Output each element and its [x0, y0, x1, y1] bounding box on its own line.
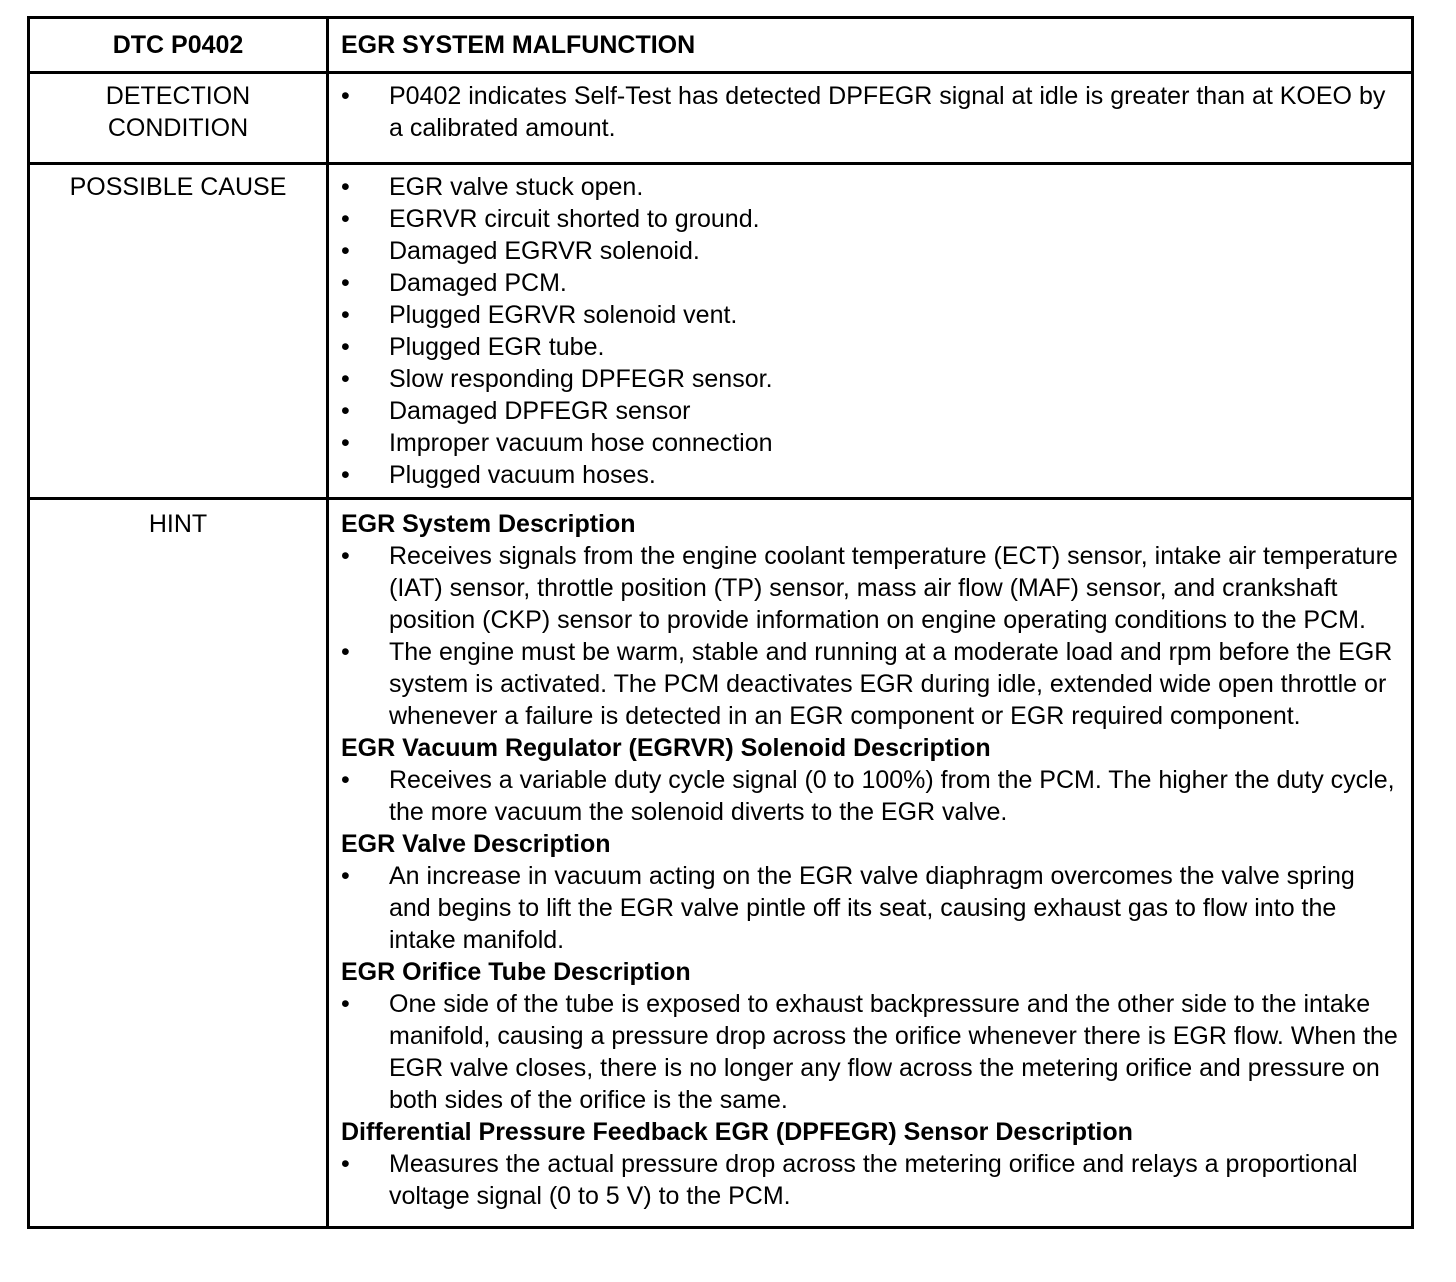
list-item — [341, 764, 1401, 828]
list-item — [341, 299, 1401, 331]
hint-content — [328, 499, 1413, 1228]
list-item — [341, 1148, 1401, 1212]
list-item — [341, 427, 1401, 459]
hint-section-title: EGR System Description — [341, 510, 636, 538]
hint-section-list — [341, 860, 1401, 956]
detection-content — [328, 73, 1413, 164]
hint-row — [29, 499, 1413, 1228]
detection-label — [29, 73, 328, 164]
hint-label: HINT — [29, 499, 328, 1228]
list-item-text: Damaged PCM. — [389, 269, 567, 297]
list-item — [341, 267, 1401, 299]
list-item-text: Improper vacuum hose connection — [389, 429, 773, 457]
list-item — [341, 988, 1401, 1116]
list-item — [341, 395, 1401, 427]
dtc-document — [27, 16, 1411, 1229]
list-item — [341, 363, 1401, 395]
list-item-text: Plugged vacuum hoses. — [389, 461, 656, 489]
list-item — [341, 459, 1401, 491]
list-item-text: EGRVR circuit shorted to ground. — [389, 205, 760, 233]
possible-cause-row — [29, 164, 1413, 499]
header-row — [29, 18, 1413, 73]
list-item-text: Receives signals from the engine coolant temperature (ECT) sensor, intake air temperature (IAT) sensor, throttle position (TP) sensor, mass air flow (MAF) sensor, and crankshaft position (CKP) sensor to provide information on engine operating conditions to the PCM. — [389, 542, 1398, 634]
hint-section-title: EGR Valve Description — [341, 830, 611, 858]
bullet-icon: • — [341, 638, 350, 666]
list-item — [341, 331, 1401, 363]
possible-cause-list — [341, 171, 1401, 491]
bullet-icon: • — [341, 173, 350, 201]
list-item — [341, 540, 1401, 636]
dtc-title: EGR SYSTEM MALFUNCTION — [328, 18, 1413, 73]
bullet-icon: • — [341, 269, 350, 297]
bullet-icon: • — [341, 1150, 350, 1178]
list-item — [341, 235, 1401, 267]
list-item-text: Plugged EGRVR solenoid vent. — [389, 301, 738, 329]
list-item-text: P0402 indicates Self-Test has detected DPFEGR signal at idle is greater than at KOEO by a calibrated amount. — [389, 82, 1386, 142]
list-item — [341, 860, 1401, 956]
list-item-text: Measures the actual pressure drop across the metering orifice and relays a proportional voltage signal (0 to 5 V) to the PCM. — [389, 1150, 1358, 1210]
possible-cause-label: POSSIBLE CAUSE — [29, 164, 328, 499]
list-item-text: Receives a variable duty cycle signal (0 to 100%) from the PCM. The higher the duty cycle, the more vacuum the solenoid diverts to the EGR valve. — [389, 766, 1395, 826]
hint-section-list — [341, 764, 1401, 828]
list-item — [341, 80, 1401, 144]
bullet-icon: • — [341, 237, 350, 265]
bullet-icon: • — [341, 82, 350, 110]
hint-sections — [341, 508, 1401, 1212]
list-item-text: An increase in vacuum acting on the EGR valve diaphragm overcomes the valve spring and begins to lift the EGR valve pintle off its seat, causing exhaust gas to flow into the intake manifold. — [389, 862, 1355, 954]
list-item-text: Plugged EGR tube. — [389, 333, 605, 361]
bullet-icon: • — [341, 397, 350, 425]
hint-section-title: Differential Pressure Feedback EGR (DPFEGR) Sensor Description — [341, 1118, 1133, 1146]
detection-list — [341, 80, 1401, 144]
dtc-code: DTC P0402 — [29, 18, 328, 73]
detection-label-line1: DETECTION — [105, 82, 251, 110]
list-item-text: The engine must be warm, stable and running at a moderate load and rpm before the EGR system is activated. The PCM deactivates EGR during idle, extended wide open throttle or whenever a failure is detected in an EGR component or EGR required component. — [389, 638, 1393, 730]
bullet-icon: • — [341, 766, 350, 794]
detection-row — [29, 73, 1413, 164]
bullet-icon: • — [341, 365, 350, 393]
bullet-icon: • — [341, 862, 350, 890]
list-item-text: EGR valve stuck open. — [389, 173, 644, 201]
list-item-text: Damaged EGRVR solenoid. — [389, 237, 700, 265]
hint-section-title: EGR Orifice Tube Description — [341, 958, 691, 986]
bullet-icon: • — [341, 205, 350, 233]
list-item-text: One side of the tube is exposed to exhaust backpressure and the other side to the intake manifold, causing a pressure drop across the orifice whenever there is EGR flow. When the EGR valve closes, there is no longer any flow across the metering orifice and pressure on both sides of the orifice is the same. — [389, 990, 1398, 1114]
bullet-icon: • — [341, 333, 350, 361]
bullet-icon: • — [341, 461, 350, 489]
bullet-icon: • — [341, 301, 350, 329]
hint-section-list — [341, 540, 1401, 732]
bullet-icon: • — [341, 429, 350, 457]
hint-section-title: EGR Vacuum Regulator (EGRVR) Solenoid Description — [341, 734, 991, 762]
list-item — [341, 171, 1401, 203]
list-item-text: Slow responding DPFEGR sensor. — [389, 365, 773, 393]
dtc-table — [27, 16, 1414, 1229]
list-item — [341, 636, 1401, 732]
hint-section-list — [341, 1148, 1401, 1212]
detection-label-line2: CONDITION — [107, 114, 249, 142]
possible-cause-content — [328, 164, 1413, 499]
list-item-text: Damaged DPFEGR sensor — [389, 397, 691, 425]
list-item — [341, 203, 1401, 235]
hint-section-list — [341, 988, 1401, 1116]
bullet-icon: • — [341, 990, 350, 1018]
bullet-icon: • — [341, 542, 350, 570]
